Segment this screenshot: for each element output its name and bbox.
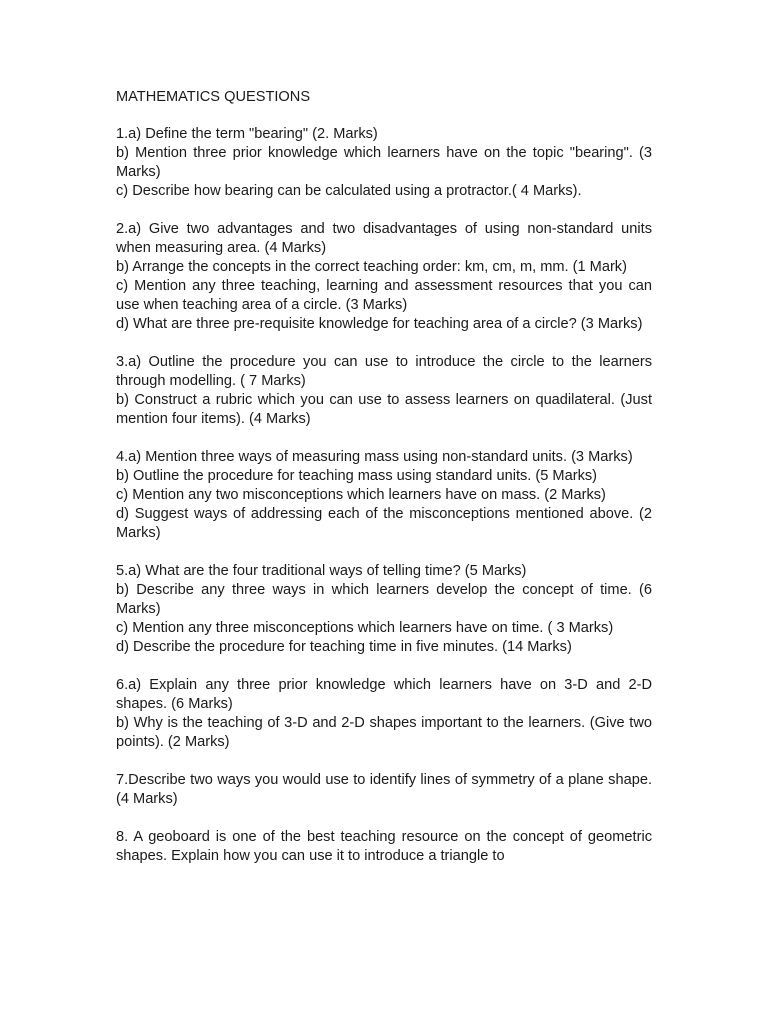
question-5: [116, 562, 652, 657]
question-8: [116, 828, 652, 866]
question-line: b) Why is the teaching of 3-D and 2-D shapes important to the learners. (Give two points). (2 Marks): [116, 715, 652, 750]
question-line: b) Outline the procedure for teaching mass using standard units. (5 Marks): [116, 468, 598, 484]
question-6: [116, 676, 652, 752]
question-line: 7.Describe two ways you would use to identify lines of symmetry of a plane shape. (4 Marks): [116, 772, 652, 807]
question-line: c) Mention any three misconceptions which learners have on time. ( 3 Marks): [116, 620, 614, 636]
question-line: 2.a) Give two advantages and two disadvantages of using non-standard units when measuring area. (4 Marks): [116, 221, 652, 256]
question-line: 6.a) Explain any three prior knowledge which learners have on 3-D and 2-D shapes. (6 Marks): [116, 677, 652, 712]
question-line: 8. A geoboard is one of the best teaching resource on the concept of geometric shapes. Explain how you can use it to introduce a triangle to: [116, 829, 652, 864]
question-4: [116, 448, 652, 543]
question-line: c) Describe how bearing can be calculated using a protractor.( 4 Marks).: [116, 183, 582, 199]
question-line: b) Describe any three ways in which learners develop the concept of time. (6 Marks): [116, 582, 652, 617]
question-line: d) What are three pre-requisite knowledge for teaching area of a circle? (3 Marks): [116, 316, 643, 332]
document-page: [116, 88, 652, 885]
question-line: 1.a) Define the term "bearing" (2. Marks): [116, 126, 378, 142]
question-7: [116, 771, 652, 809]
question-line: c) Mention any two misconceptions which learners have on mass. (2 Marks): [116, 487, 606, 503]
question-line: d) Describe the procedure for teaching time in five minutes. (14 Marks): [116, 639, 572, 655]
document-title: MATHEMATICS QUESTIONS: [116, 89, 311, 105]
question-line: d) Suggest ways of addressing each of the misconceptions mentioned above. (2 Marks): [116, 506, 652, 541]
question-line: 4.a) Mention three ways of measuring mass using non-standard units. (3 Marks): [116, 449, 633, 465]
question-2: [116, 220, 652, 334]
question-line: b) Construct a rubric which you can use to assess learners on quadilateral. (Just mention four items). (4 Marks): [116, 392, 652, 427]
question-line: 5.a) What are the four traditional ways of telling time? (5 Marks): [116, 563, 527, 579]
question-3: [116, 353, 652, 429]
question-line: 3.a) Outline the procedure you can use to introduce the circle to the learners through modelling. ( 7 Marks): [116, 354, 652, 389]
question-line: b) Arrange the concepts in the correct teaching order: km, cm, m, mm. (1 Mark): [116, 259, 627, 275]
question-1: [116, 125, 652, 201]
question-line: b) Mention three prior knowledge which learners have on the topic "bearing". (3 Marks): [116, 145, 652, 180]
question-line: c) Mention any three teaching, learning and assessment resources that you can use when teaching area of a circle. (3 Marks): [116, 278, 652, 313]
